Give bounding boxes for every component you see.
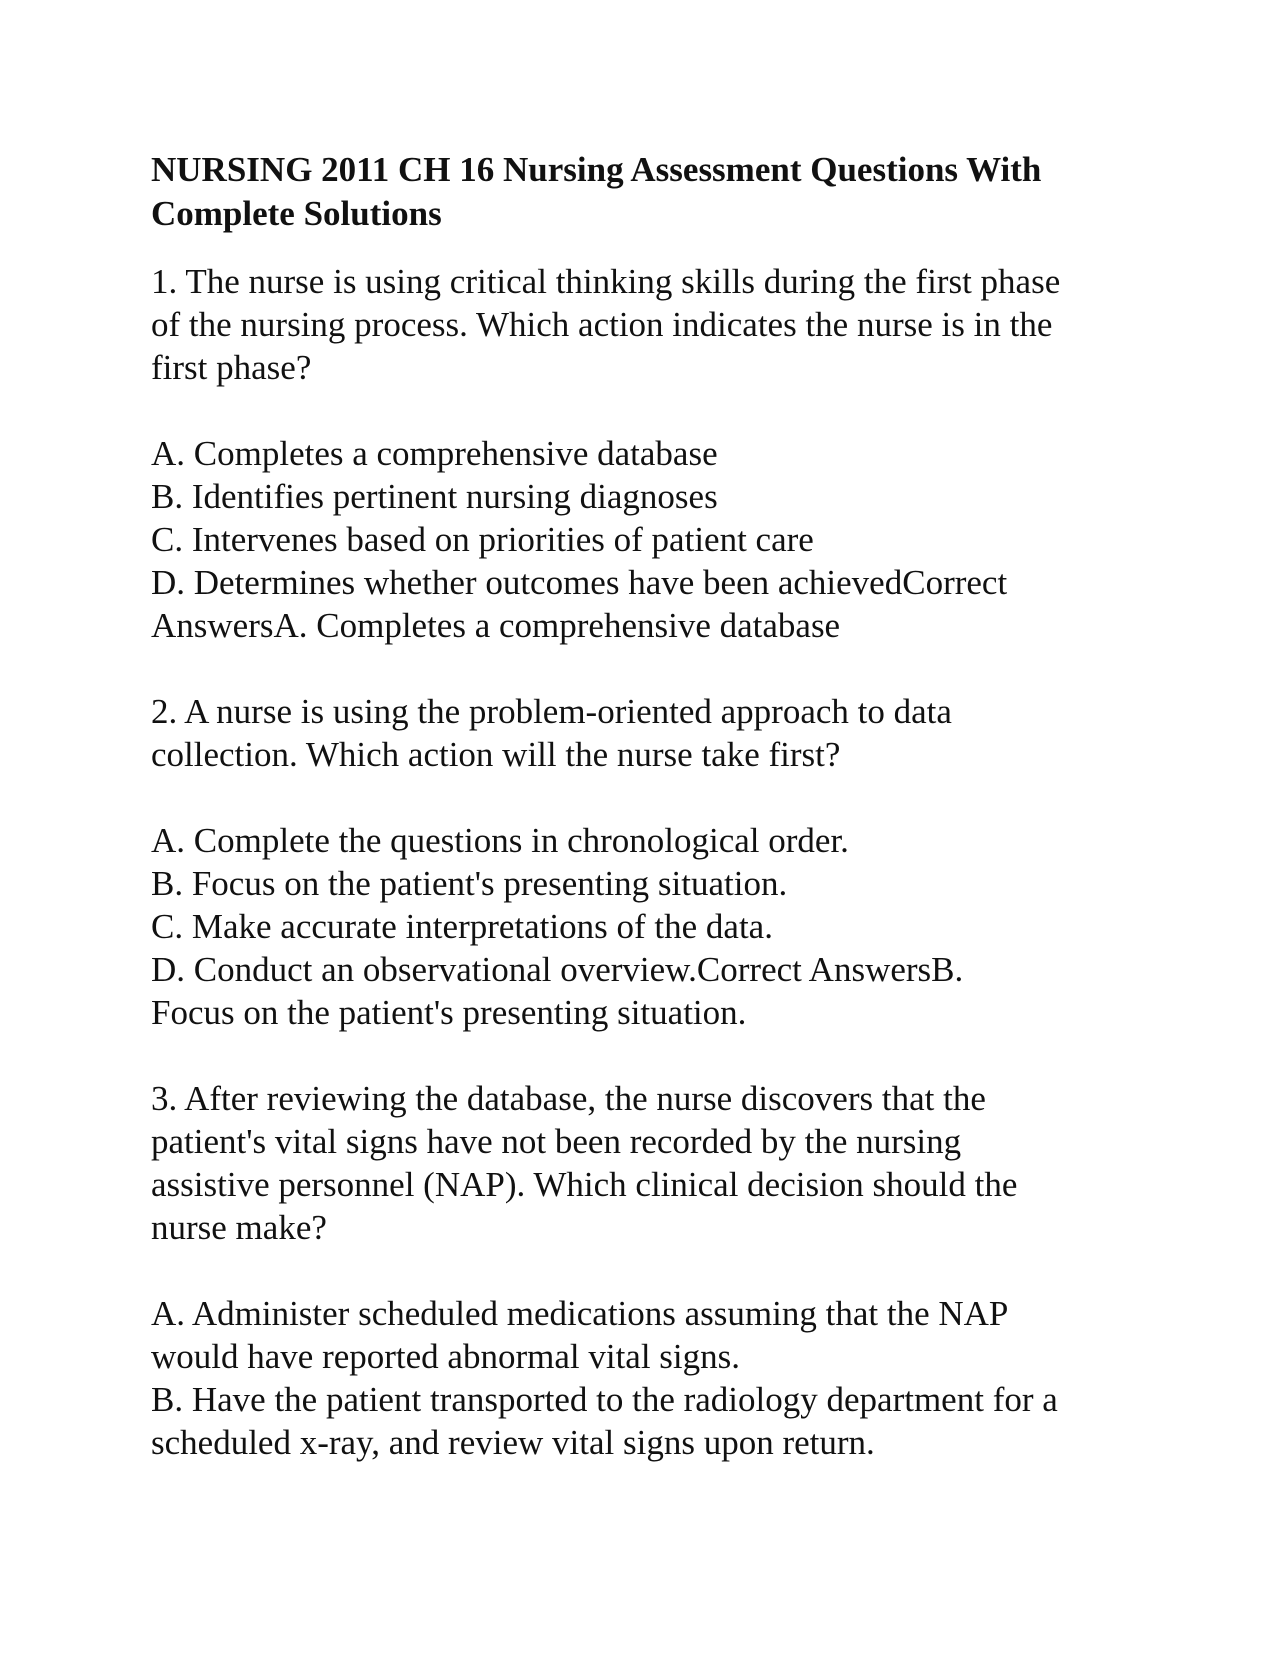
- question-3: [151, 1077, 1151, 1464]
- spacer: [151, 776, 1151, 819]
- question-text-line: first phase?: [151, 348, 312, 387]
- correct-answer-line: Focus on the patient's presenting situation.: [151, 993, 747, 1032]
- question-text-line: collection. Which action will the nurse take first?: [151, 735, 841, 774]
- question-text-line: 2. A nurse is using the problem-oriented approach to data: [151, 692, 952, 731]
- spacer: [151, 389, 1151, 432]
- spacer: [151, 1034, 1151, 1077]
- spacer: [151, 647, 1151, 690]
- question-text-line: 1. The nurse is using critical thinking skills during the first phase: [151, 262, 1061, 301]
- answer-option: B. Identifies pertinent nursing diagnoses: [151, 477, 718, 516]
- answer-option: scheduled x-ray, and review vital signs upon return.: [151, 1423, 875, 1462]
- question-text-line: nurse make?: [151, 1208, 327, 1247]
- answer-option: A. Completes a comprehensive database: [151, 434, 718, 473]
- question-text-line: assistive personnel (NAP). Which clinical decision should the: [151, 1165, 1018, 1204]
- answer-option: B. Focus on the patient's presenting situation.: [151, 864, 788, 903]
- question-1: [151, 260, 1151, 647]
- answer-option: A. Administer scheduled medications assuming that the NAP: [151, 1294, 1009, 1333]
- document-title: [151, 148, 1151, 236]
- answer-option: A. Complete the questions in chronological order.: [151, 821, 849, 860]
- answer-option: C. Make accurate interpretations of the data.: [151, 907, 773, 946]
- answer-option: B. Have the patient transported to the radiology department for a: [151, 1380, 1058, 1419]
- question-text-line: 3. After reviewing the database, the nurse discovers that the: [151, 1079, 986, 1118]
- correct-answer-line: AnswersA. Completes a comprehensive database: [151, 606, 841, 645]
- answer-option: C. Intervenes based on priorities of patient care: [151, 520, 814, 559]
- answer-option: D. Conduct an observational overview.Correct AnswersB.: [151, 950, 964, 989]
- document-body: [151, 148, 1151, 1464]
- title-line: NURSING 2011 CH 16 Nursing Assessment Questions With: [151, 150, 1042, 189]
- title-line: Complete Solutions: [151, 194, 442, 233]
- question-text-line: of the nursing process. Which action indicates the nurse is in the: [151, 305, 1053, 344]
- question-text-line: patient's vital signs have not been recorded by the nursing: [151, 1122, 962, 1161]
- question-2: [151, 690, 1151, 1034]
- answer-option: D. Determines whether outcomes have been achievedCorrect: [151, 563, 1008, 602]
- answer-option: would have reported abnormal vital signs.: [151, 1337, 741, 1376]
- spacer: [151, 1249, 1151, 1292]
